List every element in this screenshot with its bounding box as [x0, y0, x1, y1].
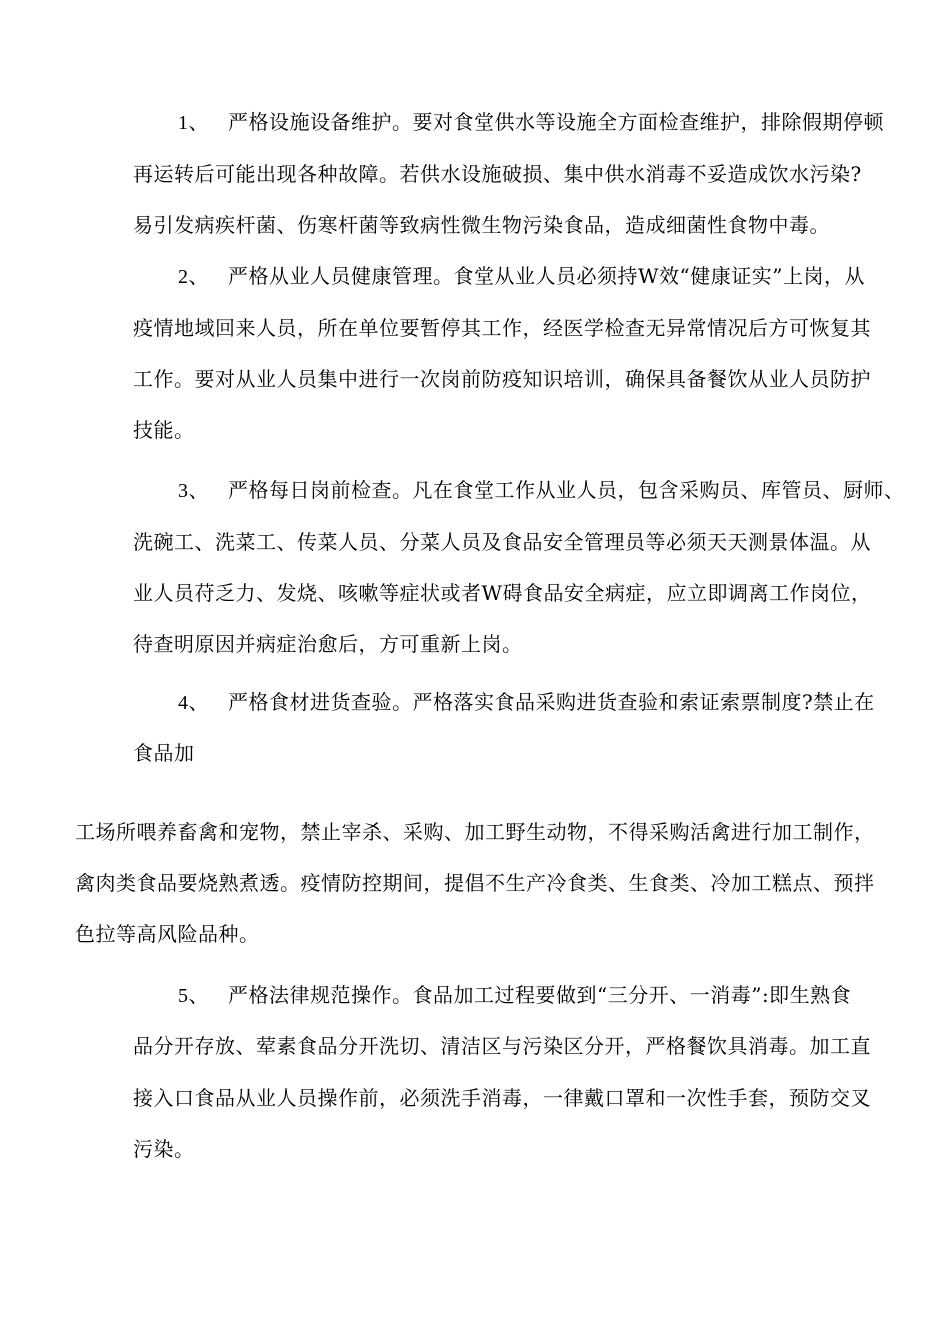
section-5-number: 5、 [178, 985, 209, 1007]
section-5-text-1: 严格法律规范操作。食品加工过程要做到“三分开、一消毒”:即生熟食 [228, 983, 852, 1007]
section-4-line-2: 食品加 [133, 741, 195, 765]
section-1-number: 1、 [178, 112, 209, 134]
section-3-line-3: 业人员苻乏力、发烧、咳嗽等症状或者W碍食品安全病症，应立即调离工作岗位， [133, 581, 872, 605]
section-2-line-1 [178, 264, 865, 289]
section-3-line-4: 待查明原因并病症治愈后，方可重新上岗。 [133, 632, 523, 656]
section-2-line-3: 工作。要对从业人员集中进行一次岗前防疫知识培训，确保具备餐饮从业人员防护 [133, 367, 871, 391]
section-3-number: 3、 [178, 480, 209, 502]
section-1-line-1 [178, 110, 884, 135]
section-5-line-1 [178, 983, 851, 1008]
section-3-line-2: 洗碗工、洗菜工、传菜人员、分菜人员及食品安全管理员等必须天天测景体温。从 [133, 530, 871, 554]
section-1-text-1: 严格设施设备维护。要对食堂供水等设施全方面检查维护，排除假期停顿 [228, 110, 884, 134]
section-2-number: 2、 [178, 266, 209, 288]
section-4-line-1 [178, 690, 875, 715]
section-5-line-3: 接入口食品从业人员操作前，必须洗手消毒，一律戴口罩和一次性手套，预防交叉 [133, 1086, 871, 1110]
section-3-text-1: 严格每日岗前检查。凡在食堂工作从业人员，包含采购员、库管员、厨师、 [228, 478, 905, 502]
section-4-number: 4、 [178, 692, 209, 714]
section-5-line-4: 污染。 [133, 1137, 195, 1161]
section-3-line-1 [178, 478, 905, 503]
section-1-line-2: 再运转后可能出现各种故障。若供水设施破损、集中供水消毒不妥造成饮水污染? [133, 162, 862, 186]
section-4-line-4: 禽肉类食品要烧熟煮透。疫情防控期间，提倡不生产冷食类、生食类、冷加工糕点、预拌 [75, 871, 875, 895]
section-2-line-4: 技能。 [133, 418, 195, 442]
section-5-line-2: 品分开存放、荤素食品分开洗切、清洁区与污染区分开，严格餐饮具消毒。加工直 [133, 1034, 871, 1058]
section-2-text-1: 严格从业人员健康管理。食堂从业人员必须持W效“健康证实”上岗，从 [228, 264, 866, 288]
section-4-text-1: 严格食材进货查验。严格落实食品采购进货查验和索证索票制度?禁止在 [228, 690, 875, 714]
section-2-line-2: 疫情地域回来人员，所在单位要暂停其工作，经医学检查无异常情况后方可恢复其 [133, 316, 871, 340]
section-4-line-3: 工场所喂养畜禽和宠物，禁止宰杀、采购、加工野生动物，不得采购活禽进行加工制作， [75, 820, 875, 844]
section-1-line-3: 易引发病疾杆菌、伤寒杆菌等致病性微生物污染食品，造成细菌性食物中毒。 [133, 213, 830, 237]
section-4-line-5: 色拉等高风险品种。 [75, 922, 260, 946]
